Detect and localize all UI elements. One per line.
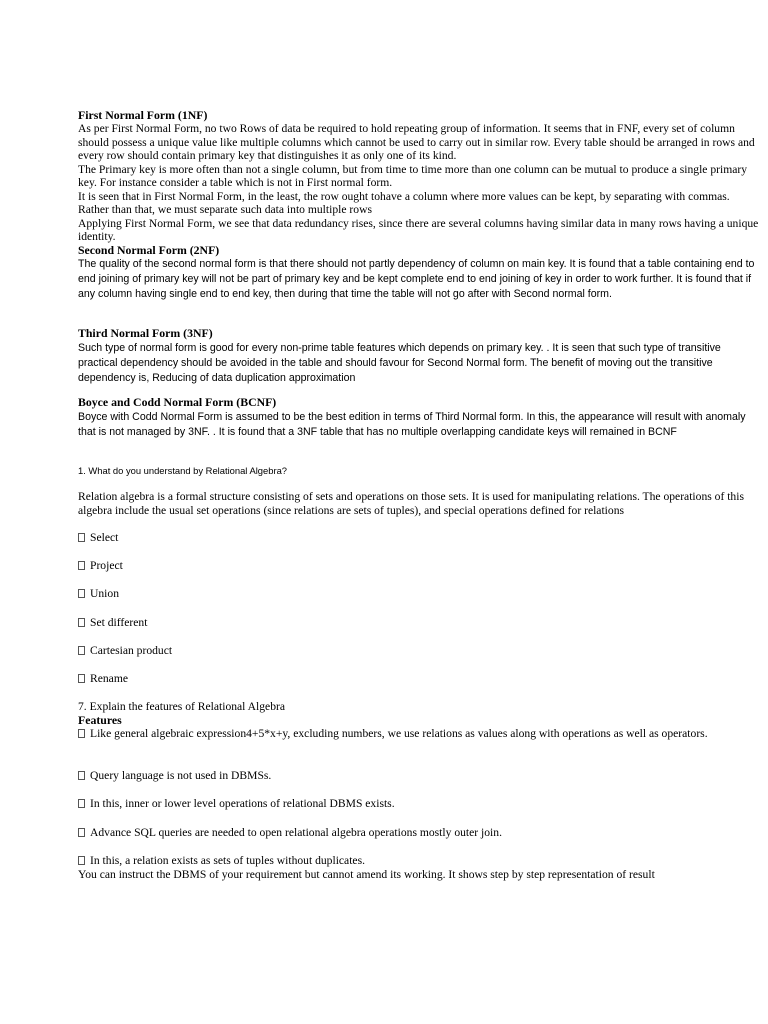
q1-question: 1. What do you understand by Relational Algebra? bbox=[78, 465, 287, 476]
list-item: Advance SQL queries are needed to open relational algebra operations mostly outer join. bbox=[78, 826, 762, 840]
bullet-box-icon bbox=[78, 533, 85, 542]
list-item: In this, a relation exists as sets of tuples without duplicates. bbox=[78, 854, 762, 868]
snf-body: The quality of the second normal form is that there should not partly dependency of column on main key. It is found that a table containing end to end joining of primary key will not be part of primary key and be kept complete end to end joining of key in order to work further. It is found that if any column having single end to end key, then during that time the table will not go after with Second normal form. bbox=[78, 258, 755, 300]
bullet-box-icon bbox=[78, 674, 85, 683]
list-item: Select bbox=[78, 531, 762, 545]
bcnf-heading: Boyce and Codd Normal Form (BCNF) bbox=[78, 395, 277, 409]
bullet-box-icon bbox=[78, 561, 85, 570]
bullet-box-icon bbox=[78, 799, 85, 808]
fnf-body: As per First Normal Form, no two Rows of data be required to hold repeating group of information. It seems that in FNF, every set of column should possess a unique value like multiple columns which cannot be used to carry out in similar row. Every table should be arranged in rows and every row should contain primary key that distinguishes it as only one of its kind. The Primary key is more often than not a single column, but from time to time more than one column can be mutual to produce a single primary key. For instance consider a table which is not in First normal form. It is seen that in First Normal Form, in the least, the row ought tohave a column where more values can be kept, by separating with commas. Rather than that, we must separate such data into multiple rows Applying First Normal Form, we see that data redundancy rises, since there are several columns having similar data in many rows having a unique identity. bbox=[78, 122, 759, 243]
bcnf-body: Boyce with Codd Normal Form is assumed to be the best edition in terms of Third Normal form. In this, the appearance will result with anomaly that is not managed by 3NF. . It is found that a 3NF table that has no multiple overlapping candidate keys will remained in BCNF bbox=[78, 411, 746, 438]
list-item: Query language is not used in DBMSs. bbox=[78, 769, 762, 783]
bullet-box-icon bbox=[78, 729, 85, 738]
bullet-box-icon bbox=[78, 828, 85, 837]
q7-closing: You can instruct the DBMS of your requirement but cannot amend its working. It shows step by step representation of result bbox=[78, 868, 655, 881]
snf-heading: Second Normal Form (2NF) bbox=[78, 243, 220, 257]
tnf-body: Such type of normal form is good for every non-prime table features which depends on primary key. . It is seen that such type of transitive practical dependency should be avoided in the table and should favour for Second Normal form. The benefit of moving out the transitive dependency is, Reducing of data duplication approximation bbox=[78, 342, 721, 384]
list-item: Like general algebraic expression4+5*x+y, excluding numbers, we use relations as values along with operations as well as operators. bbox=[78, 727, 762, 741]
bullet-box-icon bbox=[78, 771, 85, 780]
fnf-heading: First Normal Form (1NF) bbox=[78, 108, 208, 122]
bullet-box-icon bbox=[78, 646, 85, 655]
q1-answer: Relation algebra is a formal structure consisting of sets and operations on those sets. It is used for manipulating relations. The operations of this algebra include the usual set operations (since relations are sets of tuples), and special operations defined for relations bbox=[78, 490, 744, 517]
list-item: Set different bbox=[78, 616, 762, 630]
list-item: Rename bbox=[78, 672, 762, 686]
bullet-box-icon bbox=[78, 856, 85, 865]
tnf-heading: Third Normal Form (3NF) bbox=[78, 326, 213, 340]
bullet-box-icon bbox=[78, 589, 85, 598]
q7-subheading: Features bbox=[78, 713, 122, 727]
list-item: Project bbox=[78, 559, 762, 573]
bullet-box-icon bbox=[78, 618, 85, 627]
q7-question: 7. Explain the features of Relational Algebra bbox=[78, 700, 286, 713]
list-item: Cartesian product bbox=[78, 644, 762, 658]
list-item: Union bbox=[78, 587, 762, 601]
list-item: In this, inner or lower level operations of relational DBMS exists. bbox=[78, 797, 762, 811]
